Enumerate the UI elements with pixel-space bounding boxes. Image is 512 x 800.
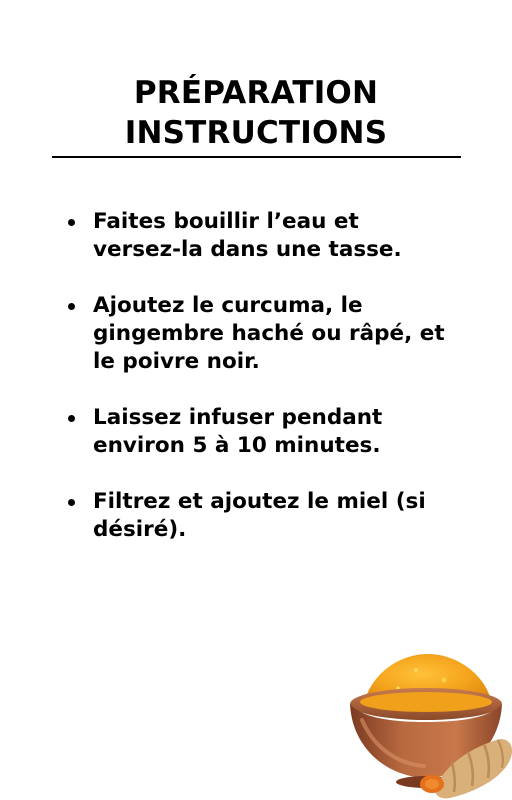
bullet-icon [68, 415, 75, 422]
bullet-icon [68, 303, 75, 310]
powder-speck [414, 668, 418, 672]
instruction-step-4-text: Filtrez et ajoutez le miel (si désiré). [93, 489, 426, 542]
page-title-line-1: PRÉPARATION [133, 74, 379, 111]
instruction-step-3-text: Laissez infuser pendant environ 5 à 10 minutes. [93, 405, 383, 458]
bullet-icon [68, 219, 75, 226]
page-title [0, 73, 512, 153]
instruction-list [60, 208, 445, 572]
turmeric-bowl-icon [340, 636, 512, 800]
title-divider [52, 156, 461, 158]
instruction-step-2-text: Ajoutez le curcuma, le gingembre haché ou râpé, et le poivre noir. [93, 293, 445, 374]
page-title-line-2: INSTRUCTIONS [124, 114, 388, 151]
turmeric-slice-icon [420, 775, 444, 793]
instruction-step-2 [60, 292, 445, 376]
powder-speck [442, 678, 447, 683]
instruction-step-4 [60, 488, 445, 544]
bullet-icon [68, 499, 75, 506]
bowl-powder-surface [360, 692, 492, 712]
instruction-step-1 [60, 208, 445, 264]
instruction-step-3 [60, 404, 445, 460]
instruction-step-1-text: Faites bouillir l’eau et versez-la dans une tasse. [93, 209, 402, 262]
